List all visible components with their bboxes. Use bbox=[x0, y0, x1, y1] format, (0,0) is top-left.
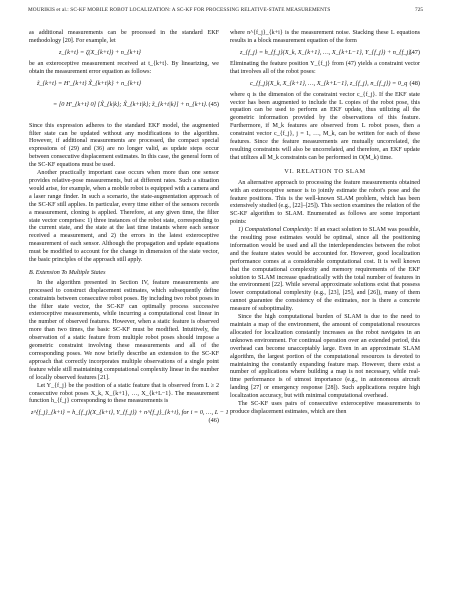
paragraph-lead: 1) Computational Complexity: bbox=[238, 227, 313, 234]
equation-body: z_{f_j} = h_{f_j}(X_k, X_{k+1}, …, X_{k+L−1}, Y_{f_j}) + n_{f_j}. bbox=[240, 48, 413, 56]
equation-body: c_{f_j}(X_k, X_{k+1}, …, X_{k+L−1}, z_{f_j}, n_{f_j}) = 0_q bbox=[250, 79, 408, 87]
equation-number: (47) bbox=[409, 48, 420, 56]
paragraph: Another practically important case occurs when more than one sensor provides relative-pose measurements, but at different rates. Such a situation would arise, for example, when a mobile robot is equipped with a camera and a laser range finder. In such a scenario, the state-augmentation approach of the SC-KF still applies. In particular, every time either of the sensors records a measurement, cloning is applied. Therefore, at any given time, the filter state vector comprises: 1) three instances of the robot state, corresponding to the current state, and the state at the last time instants where each sensor received a measurement, and 2) the errors in the latest exteroceptive measurement of each sensor. Although the propagation and update equations must be modified to account for the change in dimension of the state vector, the basic principles of the approach still apply. bbox=[29, 170, 219, 264]
equation-number: (48) bbox=[409, 79, 420, 87]
paragraph: be an exteroceptive measurement received at t_{k+t}. By linearizing, we obtain the measurement error equation as follows: bbox=[29, 60, 219, 75]
paragraph: Since this expression adheres to the standard EKF model, the augmented filter state can be updated without any modifications to the algorithm. However, if additional measurements are processed, the compact special expressions of (29) and (36) are no longer valid, as update steps occur between consecutive displacement estimates. In this case, the general form of the SC-KF equations must be used. bbox=[29, 122, 219, 169]
paragraph-text: If an exact solution to SLAM was possible, the resulting pose estimates would be optimal, since all the positioning information would be used and all the interdependencies between the robot and the feature states would be accounted for. However, good localization performance comes at a considerable computational cost. It is well known that the computational complexity and memory requirements of the EKF solution to SLAM increase quadratically with the total number of features in the environment [22]. While several approximate solutions exist that possess lower computational complexity (e.g., [23], [25], and [26]), many of them cannot guarantee the consistency of the estimates, nor is there a concrete measure of suboptimality. bbox=[230, 227, 420, 313]
subsection-heading: B. Extension To Multiple States bbox=[29, 269, 106, 276]
paragraph: The SC-KF uses pairs of consecutive exteroceptive measurements to produce displacement estimates, which are then bbox=[230, 401, 420, 415]
running-header bbox=[28, 7, 423, 17]
equation bbox=[29, 80, 219, 89]
equation-number: (45) bbox=[208, 100, 219, 108]
paragraph: where q is the dimension of the constraint vector c_{f_j}. If the EKF state vector has been augmented to include the L copies of the robot pose, this equation can be used to perform an EKF update, thus utilizing all the geometric information provided by the observations of this feature. Furthermore, if M_k features are observed from L robot poses, then a constraint vector c_{f_j}, j = 1, …, M_k, can be written for each of these features. Since the feature measurements are mutually uncorrelated, the resulting constraints will also be uncorrelated, and therefore, an EKF update that utilizes all M_k constraints can be performed in O(M_k) time. bbox=[230, 91, 420, 161]
paragraph: Since the high computational burden of SLAM is due to the need to maintain a map of the environment, the amount of computational resources allocated for localization constantly increases as the robot navigates in an unknown environment. For continual operation over an extended period, this overhead can become unacceptably large. Even in an approximate SLAM algorithm, the largest portion of the computational resources is devoted to maintaining the constantly expanding feature map. However, there exist a number of applications where building a map is not necessary, while real-time performance is of utmost importance (e.g., in autonomous aircraft landing [27] or emergency response [28]). Such applications require high localization accuracy, but with minimal computational overhead. bbox=[230, 314, 420, 400]
paragraph: Let Y_{f_j} be the position of a static feature that is observed from L ≥ 2 consecutive robot poses X_k, X_{k+1}, …, X_{k+L−1}. The measurement function h_{f_j} corresponding to these measurements is bbox=[29, 382, 219, 405]
equation bbox=[29, 409, 229, 425]
paragraph: An alternative approach to processing the feature measurements obtained with an exteroceptive sensor is to jointly estimate the robot's pose and the feature positions. This is the well-known SLAM problem, which has been extensively studied (e.g., [22]–[25]). This section examines the relation of the SC-KF algorithm to SLAM. Enumerated as follows are some important points: bbox=[230, 179, 420, 226]
equation-body: z̃_{k+t} = H'_{k+t} X̃_{k+t|k} + n_{k+t} bbox=[37, 79, 142, 87]
right-column bbox=[230, 30, 420, 417]
equation bbox=[230, 49, 420, 58]
left-column bbox=[29, 30, 229, 428]
equation-body: = [0 H'_{k+t} 0] [X̃_{k|k}; X̃_{k+t|k}; z̃_{k+t|k}] + n_{k+t}. bbox=[53, 100, 208, 108]
equation bbox=[230, 80, 420, 89]
equation-body: z_{k+t} = ζ(X_{k+t}) + n_{k+t} bbox=[59, 48, 141, 56]
equation-body: z^{f_j}_{k+i} = h_{f_j}(X_{k+i}, Y_{f_j}) + n^{f_j}_{k+i}, for i = 0, …, L − 1 bbox=[31, 409, 229, 417]
page-number: 725 bbox=[415, 7, 423, 13]
equation-number: (46) bbox=[208, 417, 219, 425]
paragraph: In the algorithm presented in Section IV, feature measurements are processed to construct displacement estimates, which subsequently define constraints between consecutive robot poses. By including two robot poses in the filter state vector, the SC-KF can optimally process successive exteroceptive measurements, while incurring a computational cost linear in the number of observed features. However, when a static feature is observed more than two times, the basic SC-KF must be modified. Intuitively, the observation of a static feature from multiple robot poses should impose a geometric constraint involving these measurements and all of the corresponding poses. We now briefly describe an extension to the SC-KF approach that correctly incorporates multiple observations of a single point feature while still maintaining computational complexity linear in the number of locally observed features [21]. bbox=[29, 279, 219, 381]
running-title: MOURIKIS et al.: SC-KF MOBILE ROBOT LOCALIZATION: A SC-KF FOR PROCESSING RELATIVE-STATE MEASUREMENTS bbox=[28, 7, 331, 13]
paragraph: where n^{f_j}_{k+i} is the measurement noise. Stacking these L equations results in a block measurement equation of the form bbox=[230, 30, 420, 44]
paragraph: as additional measurements can be processed in the standard EKF methodology [20]. For example, let bbox=[29, 30, 219, 44]
equation bbox=[29, 49, 219, 58]
section-heading: VI. RELATION TO SLAM bbox=[284, 167, 366, 175]
paragraph: Eliminating the feature position Y_{f_j} from (47) yields a constraint vector that involves all of the robot poses: bbox=[230, 60, 420, 75]
equation bbox=[29, 92, 219, 120]
paragraph bbox=[230, 227, 420, 314]
